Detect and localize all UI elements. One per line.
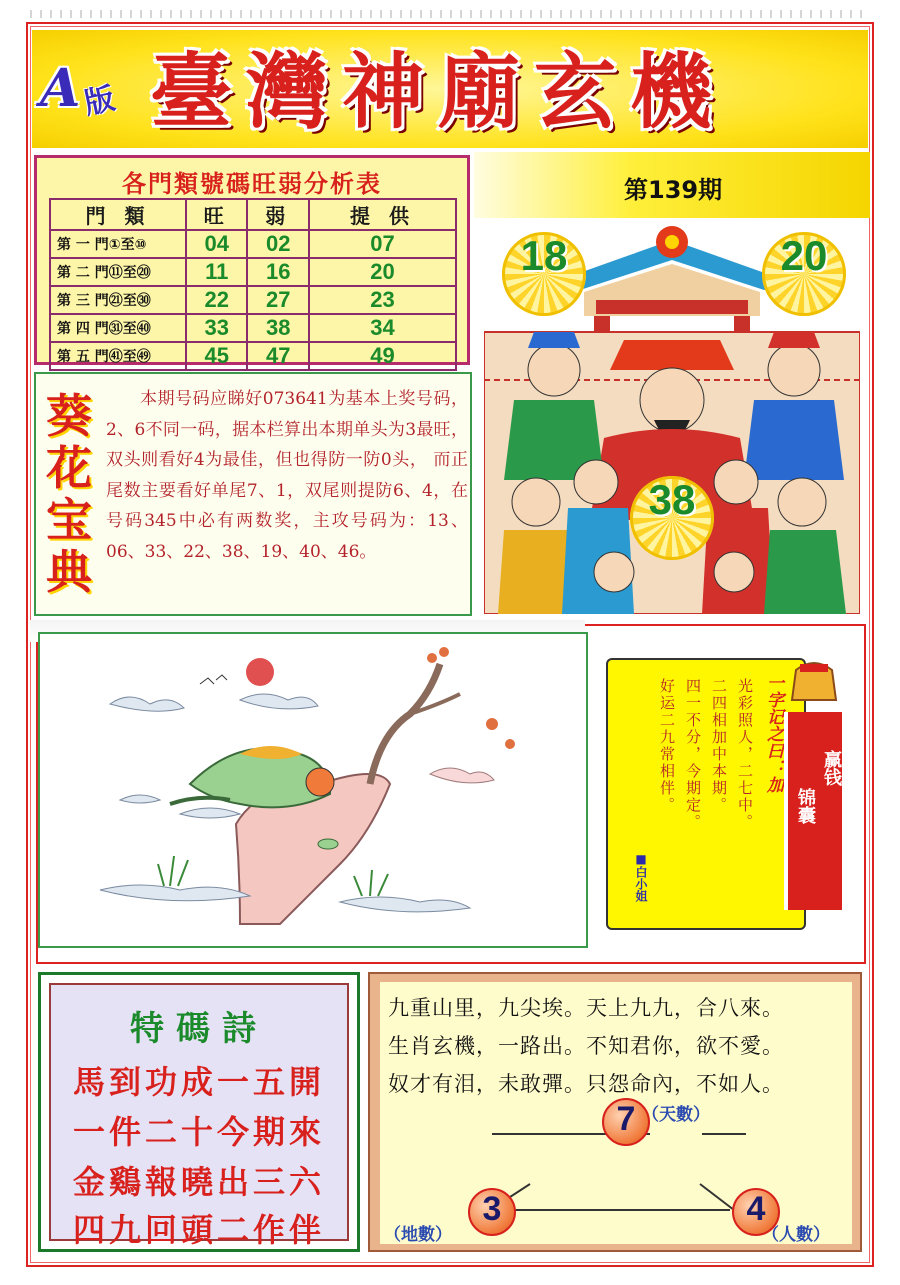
wang-cell: 11 [186, 258, 247, 286]
table-title: 各門類號碼旺弱分析表 [122, 170, 382, 198]
wang-cell: 33 [186, 314, 247, 342]
top-dotted-border [30, 10, 870, 18]
red-banner [784, 712, 842, 910]
ti-cell: 23 [309, 286, 456, 314]
lucky-number-right: 20 [780, 232, 828, 279]
scroll-line: 光彩照人，二七中。 [736, 678, 754, 831]
table-row [50, 314, 456, 342]
scroll-line: 四一不分，今期定。 [684, 678, 702, 831]
verse-box [368, 972, 862, 1252]
badge-letter: A [40, 58, 81, 119]
tian-label: （天數） [642, 1105, 710, 1125]
badge-word: 版 [81, 81, 119, 122]
scroll-line: 二四相加中本期。 [710, 678, 728, 814]
di-label: （地數） [384, 1225, 452, 1245]
gate-cell: 第 四 門㉛至㊵ [50, 314, 186, 342]
tip-scroll [596, 648, 816, 944]
special-poem-line: 馬到功成一五開 [72, 1063, 325, 1101]
wang-cell: 22 [186, 286, 247, 314]
header-ti: 提 供 [309, 199, 456, 230]
di-ball [468, 1188, 516, 1236]
verse-line: 九重山里，九尖埃。天上九九，合八來。 [388, 996, 784, 1020]
edition-badge [40, 58, 136, 120]
banner-text-bag: 锦囊 [795, 788, 816, 824]
special-poem-line: 四九回頭二作伴 [72, 1211, 325, 1249]
banner-text-win: 赢钱 [821, 750, 842, 786]
lucky-ball-left [502, 232, 586, 316]
bird-painting [40, 634, 586, 946]
ren-number: 4 [746, 1190, 766, 1228]
lucky-ball-center [630, 476, 714, 560]
table-row [50, 230, 456, 258]
ruo-cell: 47 [247, 342, 308, 370]
scroll-body [606, 658, 806, 930]
scroll-author: ■白小姐 [634, 852, 648, 902]
scroll-heading: 一字记之曰：加 [763, 674, 783, 793]
gate-cell: 第 一 門①至⑩ [50, 230, 186, 258]
issue-number: 第139期 [624, 176, 723, 204]
special-poem-line: 金鷄報曉出三六 [72, 1163, 325, 1201]
verse-inner [380, 982, 852, 1244]
special-poem-inner [49, 983, 349, 1249]
wang-cell: 45 [186, 342, 247, 370]
header-gate: 門 類 [50, 199, 186, 230]
ruo-cell: 16 [247, 258, 308, 286]
gate-cell: 第 二 門⑪至⑳ [50, 258, 186, 286]
issue-banner [474, 152, 870, 218]
bird-painting-box [38, 632, 588, 948]
ruo-cell: 38 [247, 314, 308, 342]
table-row [50, 342, 456, 370]
temple-illustration [484, 220, 860, 614]
ti-cell: 07 [309, 230, 456, 258]
analysis-table-box [34, 155, 470, 368]
money-bag-icon [786, 650, 842, 706]
special-poem-title: 特碼詩 [130, 1009, 268, 1049]
ren-label: （人數） [762, 1225, 830, 1245]
kuihua-text: 本期号码应睇好073641为基本上奖号码，2、6不同一码，据本栏算出本期单头为3最旺，双头则看好4为最佳，但也得防一防0头， 而正尾数主要看好单尾7、1，双尾则提防6、4，在号码345中必有两数奖，主攻号码为：13、06、33、22、38、19、40、46。 [106, 389, 468, 562]
kuihua-title: 葵花宝典 [46, 389, 92, 599]
table-row [50, 258, 456, 286]
lucky-number-left: 18 [520, 232, 568, 279]
ti-cell: 49 [309, 342, 456, 370]
header-wang: 旺 [186, 199, 247, 230]
special-poem-line: 一件二十今期來 [72, 1113, 325, 1151]
lucky-number-center: 38 [648, 476, 696, 523]
gate-cell: 第 三 門㉑至㉚ [50, 286, 186, 314]
kuihua-section [34, 372, 472, 616]
lucky-ball-right [762, 232, 846, 316]
verse-line: 生肖玄機，一路出。不知君你，欲不愛。 [388, 1034, 784, 1058]
page-title: 臺灣神廟玄機 [150, 44, 727, 140]
wang-cell: 04 [186, 230, 247, 258]
ruo-cell: 02 [247, 230, 308, 258]
scroll-line: 好运二九常相伴。 [658, 678, 676, 814]
special-poem-box [38, 972, 360, 1252]
tian-number: 7 [616, 1100, 636, 1138]
header-banner [32, 30, 868, 148]
ruo-cell: 27 [247, 286, 308, 314]
analysis-table [49, 198, 457, 371]
ti-cell: 20 [309, 258, 456, 286]
verse-line: 奴才有泪，未敢彈。只怨命內，不如人。 [388, 1072, 784, 1096]
di-number: 3 [482, 1190, 502, 1228]
ti-cell: 34 [309, 314, 456, 342]
table-header-row [50, 199, 456, 230]
gate-cell: 第 五 門㊶至㊾ [50, 342, 186, 370]
header-ruo: 弱 [247, 199, 308, 230]
table-row [50, 286, 456, 314]
